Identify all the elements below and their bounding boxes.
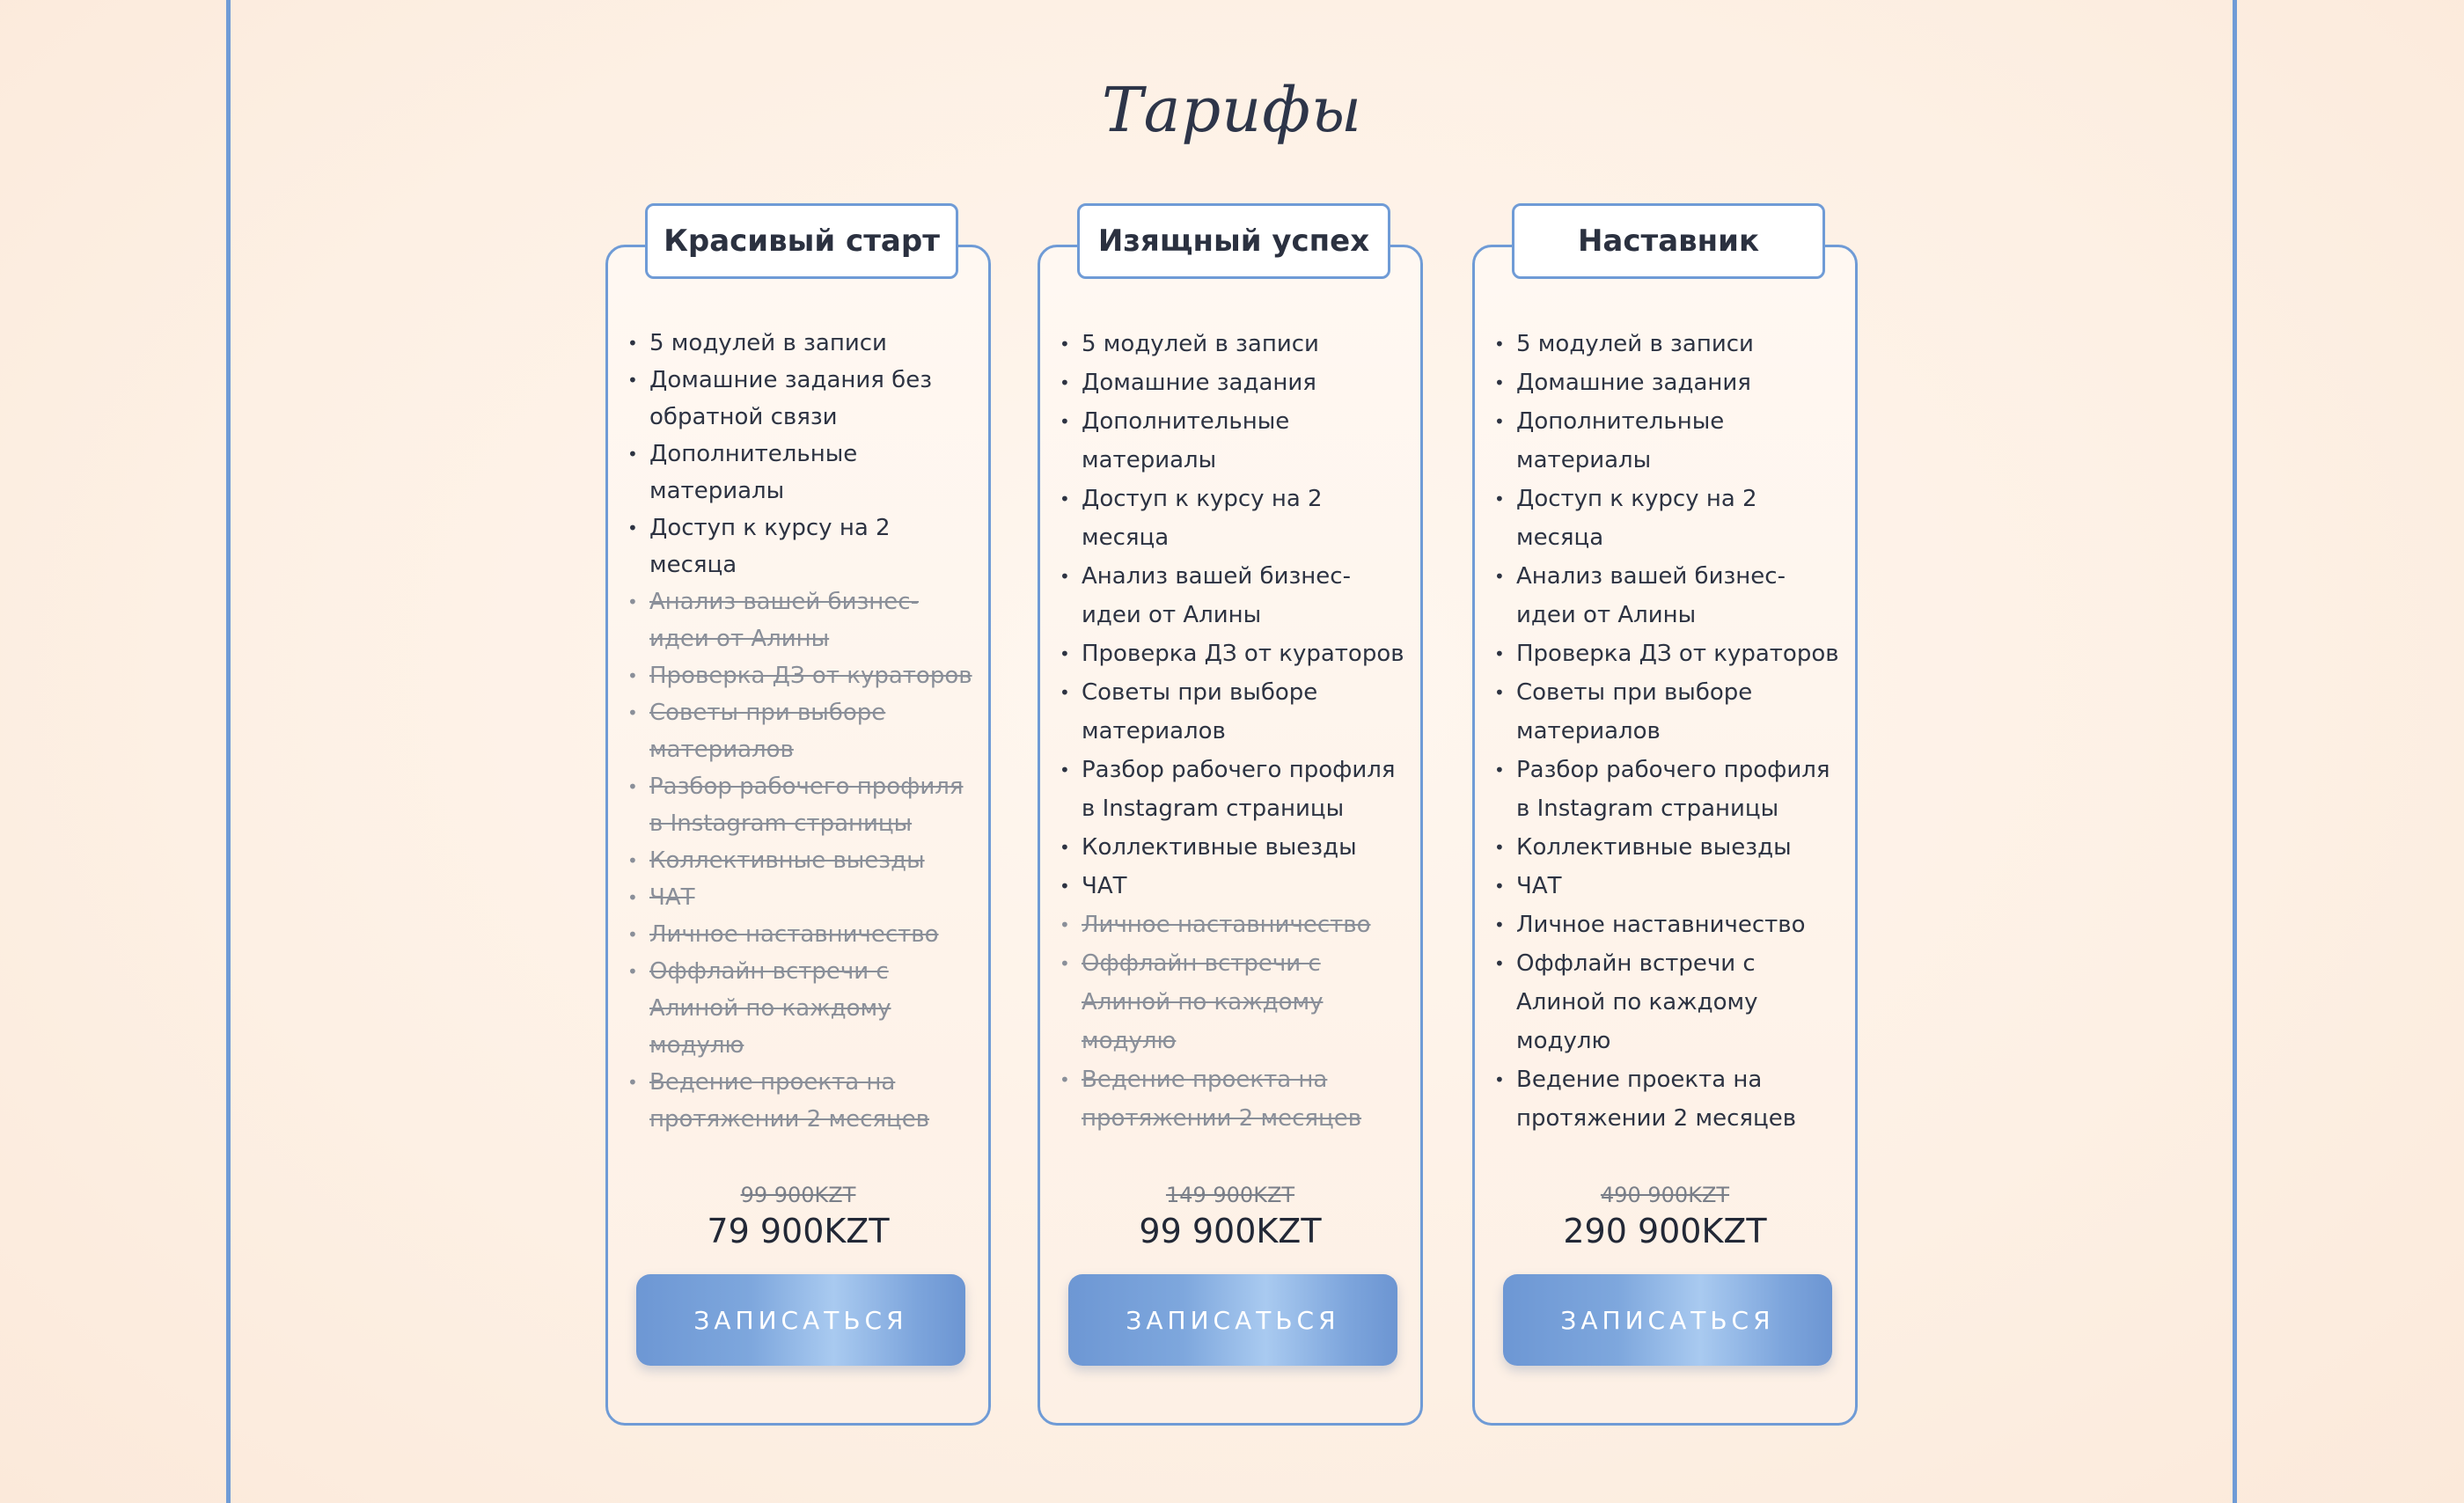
- feature-item-included: [627, 362, 972, 436]
- feature-text: Оффлайн встречи с Алиной по каждому модулю: [649, 958, 891, 1059]
- bullet-icon: •: [627, 517, 638, 539]
- bullet-icon: •: [1060, 411, 1070, 432]
- bullet-icon: •: [1494, 953, 1505, 974]
- feature-item-excluded: [627, 842, 972, 879]
- feature-text: Советы при выборе материалов: [1516, 679, 1753, 744]
- bullet-icon: •: [1060, 953, 1070, 974]
- feature-item-excluded: [627, 1064, 972, 1138]
- feature-item-included: [1494, 905, 1839, 944]
- feature-text: Коллективные выезды: [1516, 834, 1792, 861]
- signup-button[interactable]: ЗАПИСАТЬСЯ: [1068, 1274, 1397, 1366]
- feature-item-included: [1060, 751, 1404, 828]
- feature-text: ЧАТ: [1516, 873, 1562, 899]
- bullet-icon: •: [1060, 1069, 1070, 1090]
- feature-list: [1494, 325, 1839, 1138]
- feature-text: Коллективные выезды: [649, 847, 925, 874]
- feature-item-included: [1494, 751, 1839, 828]
- bullet-icon: •: [1494, 566, 1505, 587]
- feature-item-included: [627, 510, 972, 583]
- feature-item-included: [1494, 480, 1839, 557]
- bullet-icon: •: [1494, 411, 1505, 432]
- bullet-icon: •: [1060, 837, 1070, 858]
- feature-item-excluded: [627, 768, 972, 842]
- feature-text: Личное наставничество: [649, 921, 939, 948]
- feature-text: 5 модулей в записи: [649, 330, 887, 356]
- bullet-icon: •: [1494, 334, 1505, 355]
- feature-item-included: [1494, 557, 1839, 634]
- feature-item-included: [627, 436, 972, 510]
- bullet-icon: •: [627, 776, 638, 797]
- feature-text: Домашние задания: [1082, 370, 1316, 396]
- plan-card-1: [605, 224, 991, 1426]
- feature-item-included: [1060, 480, 1404, 557]
- feature-item-included: [1494, 867, 1839, 905]
- feature-item-included: [1494, 402, 1839, 480]
- plan-name: Наставник: [1512, 203, 1825, 279]
- bullet-icon: •: [1060, 759, 1070, 781]
- feature-item-excluded: [627, 916, 972, 953]
- bullet-icon: •: [1494, 914, 1505, 935]
- feature-item-included: [1494, 828, 1839, 867]
- bullet-icon: •: [1060, 334, 1070, 355]
- bullet-icon: •: [627, 1072, 638, 1093]
- feature-text: Коллективные выезды: [1082, 834, 1357, 861]
- old-price: 149 900KZT: [1165, 1183, 1295, 1207]
- feature-item-included: [1494, 363, 1839, 402]
- bullet-icon: •: [627, 444, 638, 465]
- signup-button[interactable]: ЗАПИСАТЬСЯ: [636, 1274, 965, 1366]
- frame-line-right: [2233, 0, 2237, 1503]
- feature-text: Доступ к курсу на 2 месяца: [1516, 486, 1757, 551]
- feature-text: Анализ вашей бизнес-идеи от Алины: [1082, 563, 1351, 628]
- feature-text: 5 модулей в записи: [1082, 331, 1319, 357]
- bullet-icon: •: [1494, 837, 1505, 858]
- feature-text: Ведение проекта на протяжении 2 месяцев: [649, 1069, 930, 1133]
- feature-text: Разбор рабочего профиля в Instagram страницы: [1082, 757, 1396, 822]
- feature-text: Дополнительные материалы: [649, 441, 858, 504]
- feature-text: ЧАТ: [1082, 873, 1127, 899]
- feature-text: Домашние задания: [1516, 370, 1751, 396]
- bullet-icon: •: [627, 924, 638, 945]
- feature-text: Разбор рабочего профиля в Instagram страницы: [649, 773, 964, 837]
- feature-text: Анализ вашей бизнес-идеи от Алины: [1516, 563, 1786, 628]
- bullet-icon: •: [1494, 759, 1505, 781]
- plan-name: Изящный успех: [1077, 203, 1390, 279]
- feature-text: Ведение проекта на протяжении 2 месяцев: [1082, 1067, 1362, 1132]
- bullet-icon: •: [1494, 682, 1505, 703]
- feature-item-included: [1060, 867, 1404, 905]
- feature-text: Доступ к курсу на 2 месяца: [649, 515, 891, 578]
- feature-text: Проверка ДЗ от кураторов: [1516, 641, 1839, 667]
- old-price: 490 900KZT: [1600, 1183, 1730, 1207]
- feature-item-excluded: [1060, 1060, 1404, 1138]
- feature-text: Оффлайн встречи с Алиной по каждому модулю: [1516, 950, 1758, 1054]
- feature-item-excluded: [627, 953, 972, 1064]
- price: 79 900KZT: [707, 1212, 890, 1250]
- feature-item-included: [1494, 634, 1839, 673]
- feature-text: Оффлайн встречи с Алиной по каждому модулю: [1082, 950, 1324, 1054]
- feature-text: Советы при выборе материалов: [1082, 679, 1318, 744]
- feature-text: Дополнительные материалы: [1516, 408, 1725, 473]
- feature-item-excluded: [1060, 944, 1404, 1060]
- feature-item-excluded: [1060, 905, 1404, 944]
- feature-text: Ведение проекта на протяжении 2 месяцев: [1516, 1067, 1797, 1132]
- feature-item-included: [1060, 325, 1404, 363]
- bullet-icon: •: [627, 887, 638, 908]
- feature-text: Советы при выборе материалов: [649, 700, 886, 763]
- feature-item-included: [1494, 325, 1839, 363]
- bullet-icon: •: [1060, 488, 1070, 510]
- bullet-icon: •: [627, 702, 638, 723]
- bullet-icon: •: [627, 370, 638, 391]
- bullet-icon: •: [1060, 372, 1070, 393]
- bullet-icon: •: [1060, 682, 1070, 703]
- bullet-icon: •: [1060, 876, 1070, 897]
- bullet-icon: •: [627, 591, 638, 612]
- feature-item-excluded: [627, 657, 972, 694]
- old-price: 99 900KZT: [740, 1183, 856, 1207]
- feature-item-included: [627, 325, 972, 362]
- bullet-icon: •: [1494, 876, 1505, 897]
- feature-item-excluded: [627, 879, 972, 916]
- frame-line-left: [226, 0, 231, 1503]
- bullet-icon: •: [1060, 914, 1070, 935]
- feature-item-included: [1494, 1060, 1839, 1138]
- feature-item-included: [1494, 944, 1839, 1060]
- plan-card-2: [1038, 224, 1423, 1426]
- plan-card-3: [1472, 224, 1858, 1426]
- page-title: Тарифы: [1101, 74, 1363, 146]
- feature-text: Личное наставничество: [1082, 912, 1371, 938]
- feature-text: Доступ к курсу на 2 месяца: [1082, 486, 1323, 551]
- bullet-icon: •: [627, 665, 638, 686]
- feature-item-included: [1060, 402, 1404, 480]
- bullet-icon: •: [627, 961, 638, 982]
- bullet-icon: •: [627, 850, 638, 871]
- feature-text: Проверка ДЗ от кураторов: [649, 663, 972, 689]
- feature-text: Дополнительные материалы: [1082, 408, 1290, 473]
- feature-text: ЧАТ: [649, 884, 695, 911]
- bullet-icon: •: [1494, 643, 1505, 664]
- feature-item-excluded: [627, 694, 972, 768]
- bullet-icon: •: [1494, 372, 1505, 393]
- bullet-icon: •: [1494, 1069, 1505, 1090]
- feature-text: Анализ вашей бизнес-идеи от Алины: [649, 589, 919, 652]
- feature-item-included: [1060, 828, 1404, 867]
- price: 99 900KZT: [1139, 1212, 1322, 1250]
- bullet-icon: •: [1494, 488, 1505, 510]
- feature-item-included: [1060, 363, 1404, 402]
- bullet-icon: •: [1060, 643, 1070, 664]
- feature-item-included: [1494, 673, 1839, 751]
- feature-text: Домашние задания без обратной связи: [649, 367, 933, 430]
- feature-text: 5 модулей в записи: [1516, 331, 1754, 357]
- bullet-icon: •: [627, 333, 638, 354]
- feature-list: [627, 325, 972, 1138]
- feature-item-included: [1060, 634, 1404, 673]
- feature-list: [1060, 325, 1404, 1138]
- feature-text: Личное наставничество: [1516, 912, 1806, 938]
- plan-name: Красивый старт: [645, 203, 958, 279]
- feature-item-included: [1060, 673, 1404, 751]
- bullet-icon: •: [1060, 566, 1070, 587]
- feature-text: Разбор рабочего профиля в Instagram страницы: [1516, 757, 1830, 822]
- feature-item-included: [1060, 557, 1404, 634]
- signup-button[interactable]: ЗАПИСАТЬСЯ: [1503, 1274, 1832, 1366]
- feature-text: Проверка ДЗ от кураторов: [1082, 641, 1404, 667]
- price: 290 900KZT: [1563, 1212, 1767, 1250]
- feature-item-excluded: [627, 583, 972, 657]
